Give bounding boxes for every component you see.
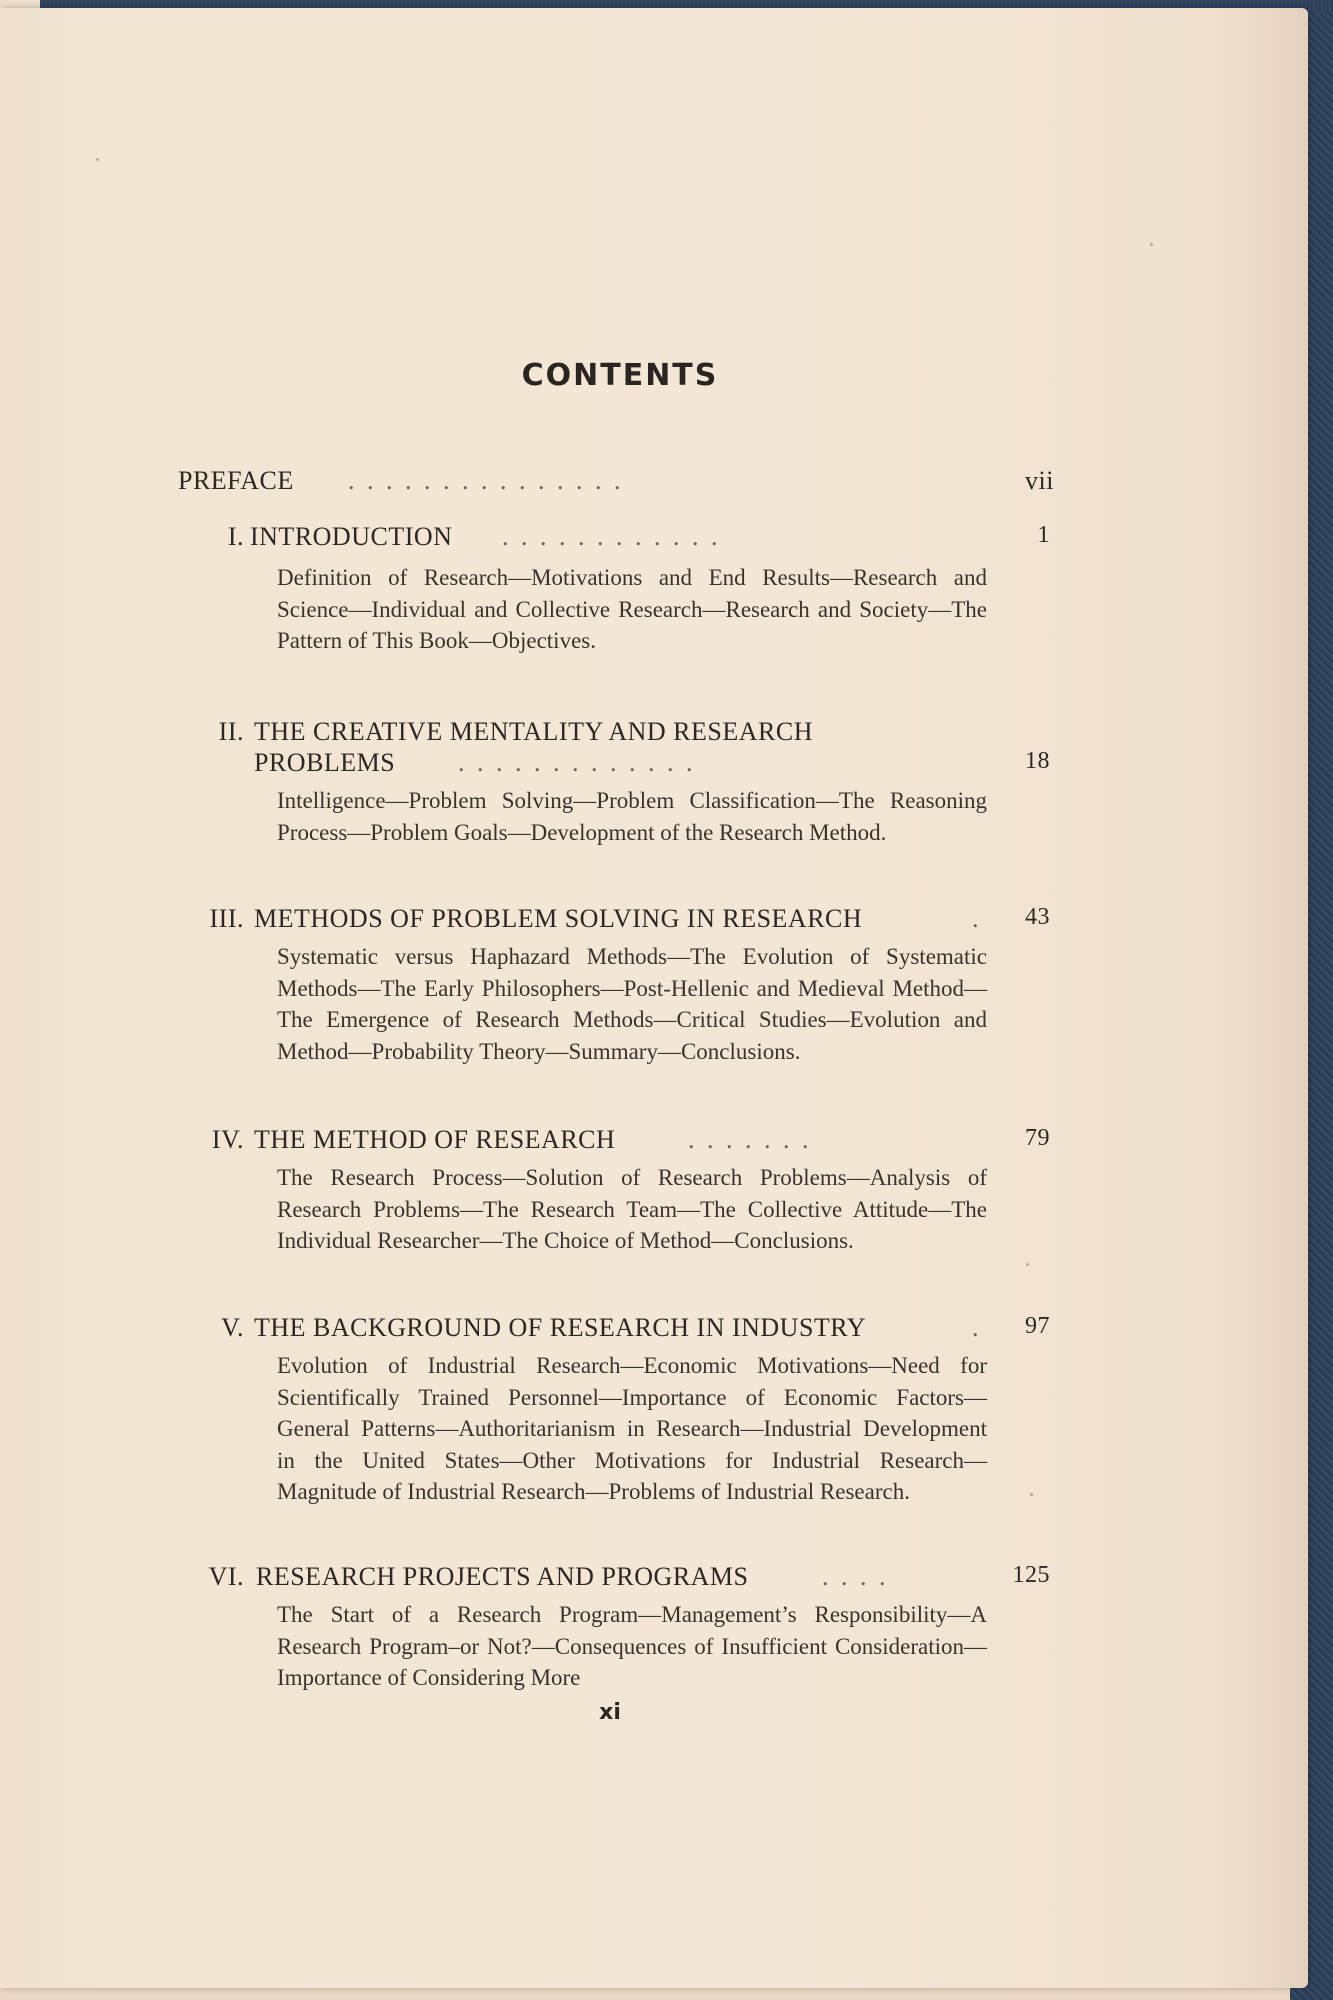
chapter-summary: Evolution of Industrial Research—Economic Motivations—Need for Scientifically Trained Personnel—Importance of Economic Factors—General Patterns—Authoritarianism in Research—Industrial Development in the United States—Other Motivations for Industrial Research—Magnitude of Industrial Research—Problems of Industrial Research. xyxy=(277,1353,987,1504)
entry-page-number: 97 xyxy=(1025,1313,1050,1339)
dot-leader: ............... xyxy=(348,466,633,495)
entry-title: THE METHOD OF RESEARCH xyxy=(254,1125,616,1154)
chapter-numeral: VI. xyxy=(208,1562,244,1591)
entry-page-number: vii xyxy=(1025,466,1054,495)
chapter-numeral: II. xyxy=(218,717,244,746)
chapter-summary: The Research Process—Solution of Research Problems—Analysis of Research Problems—The Research Team—The Collective Attitude—The Individual Researcher—The Choice of Method—Conclusions. xyxy=(277,1165,987,1253)
chapter-summary: Definition of Research—Motivations and End Results—Research and Science—Individual and Collective Research—Research and Society—The Pattern of This Book—Objectives. xyxy=(277,565,987,653)
dot-leader: ............. xyxy=(458,748,705,777)
dot-leader: .... xyxy=(822,1562,898,1591)
page-title: CONTENTS xyxy=(521,358,719,393)
chapter-numeral: V. xyxy=(221,1313,244,1342)
entry-title: METHODS OF PROBLEM SOLVING IN RESEARCH xyxy=(254,904,863,933)
entry-title: THE BACKGROUND OF RESEARCH IN INDUSTRY xyxy=(254,1313,866,1342)
dot-leader: . xyxy=(972,1313,991,1342)
entry-page-number: 79 xyxy=(1025,1125,1050,1151)
dot-leader: ....... xyxy=(688,1125,821,1154)
entry-title-continued: PROBLEMS xyxy=(254,748,396,777)
chapter-numeral: III. xyxy=(209,904,244,933)
chapter-numeral: IV. xyxy=(211,1125,244,1154)
chapter-summary: Systematic versus Haphazard Methods—The Evolution of Systematic Methods—The Early Philosophers—Post-Hellenic and Medieval Method—The Emergence of Research Methods—Critical Studies—Evolution and Method—Probability Theory—Summary—Conclusions. xyxy=(277,944,987,1064)
chapter-numeral: I. xyxy=(227,522,244,551)
chapter-summary: The Start of a Research Program—Management’s Responsibility—A Research Program–or Not?—Consequences of Insufficient Consideration—Importance of Considering More xyxy=(277,1602,987,1690)
entry-title: INTRODUCTION xyxy=(250,522,453,551)
page-folio: xi xyxy=(599,1700,621,1725)
entry-title: PREFACE xyxy=(178,466,294,495)
entry-page-number: 125 xyxy=(1012,1562,1050,1588)
entry-title: THE CREATIVE MENTALITY AND RESEARCH xyxy=(254,717,813,746)
entry-page-number: 43 xyxy=(1025,904,1050,930)
entry-page-number: 1 xyxy=(1037,522,1050,548)
entry-page-number: 18 xyxy=(1025,748,1050,774)
entry-title: RESEARCH PROJECTS AND PROGRAMS xyxy=(256,1562,749,1591)
dot-leader: ............ xyxy=(502,522,730,551)
chapter-summary: Intelligence—Problem Solving—Problem Classification—The Reasoning Process—Problem Goals—Development of the Research Method. xyxy=(277,788,987,845)
dot-leader: . xyxy=(972,904,991,933)
